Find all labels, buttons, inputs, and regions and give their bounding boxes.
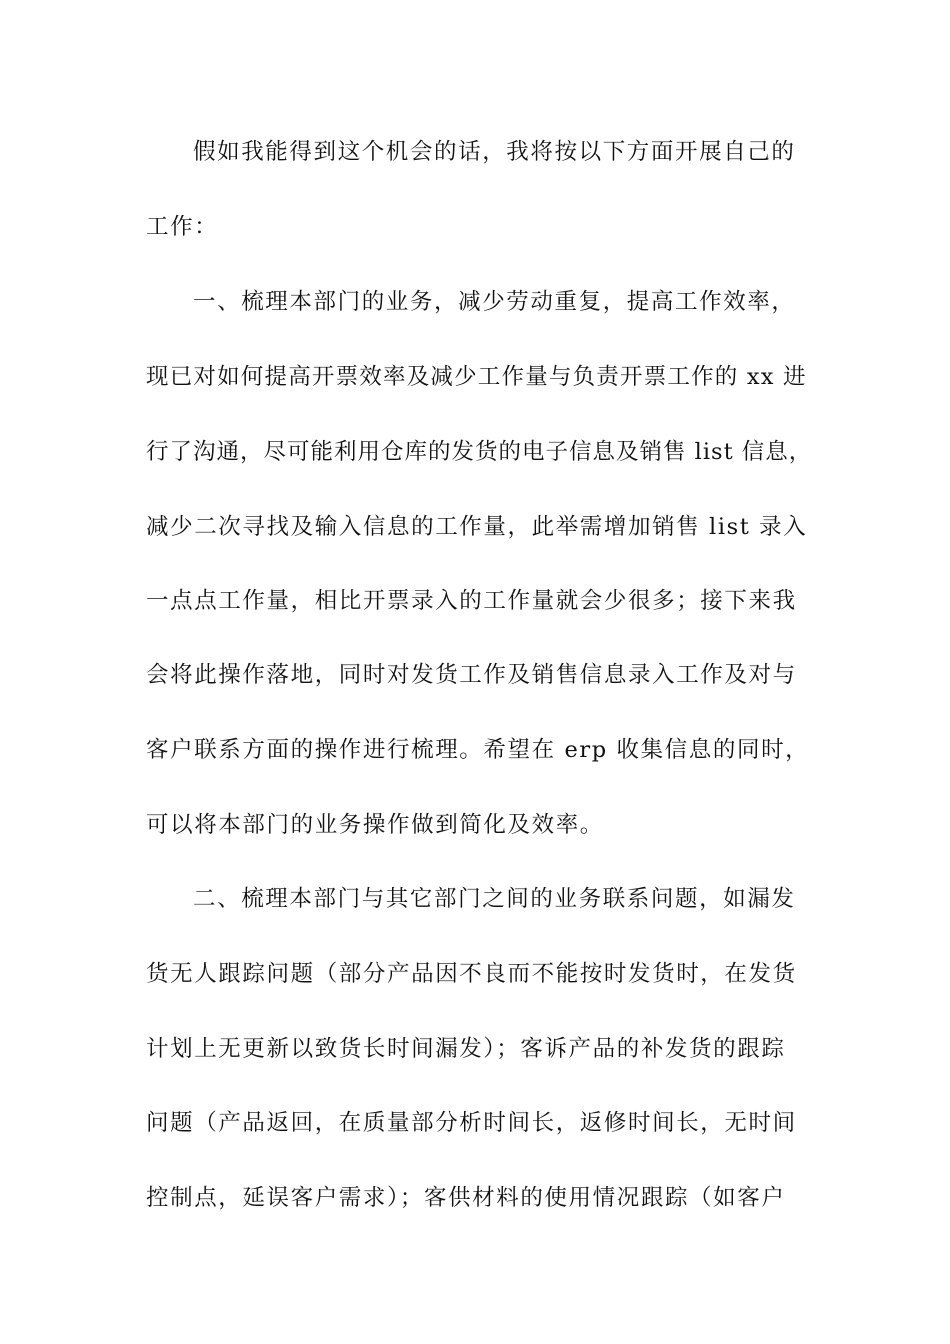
paragraph-2-line-6: 会将此操作落地，同时对发货工作及销售信息录入工作及对与 (146, 662, 797, 688)
paragraph-3-line-3: 计划上无更新以致货长时间漏发）；客诉产品的补发货的跟踪 (146, 1036, 786, 1062)
paragraph-3-line-1: 二、梳理本部门与其它部门之间的业务联系问题，如漏发 (193, 886, 796, 912)
paragraph-2-line-8: 可以将本部门的业务操作做到简化及效率。 (146, 812, 604, 838)
paragraph-3-line-2: 货无人跟踪问题（部分产品因不良而不能按时发货时，在发货 (146, 961, 797, 987)
paragraph-3-line-4: 问题（产品返回，在质量部分析时间长，返修时间长，无时间 (146, 1110, 797, 1136)
paragraph-2-line-2: 现已对如何提高开票效率及减少工作量与负责开票工作的 xx 进 (146, 364, 807, 390)
paragraph-2-line-5: 一点点工作量，相比开票录入的工作量就会少很多；接下来我 (146, 588, 797, 614)
paragraph-1-line-1: 假如我能得到这个机会的话，我将按以下方面开展自己的 (193, 139, 796, 165)
paragraph-2-line-3: 行了沟通，尽可能利用仓库的发货的电子信息及销售 list 信息， (146, 439, 813, 465)
paragraph-1-line-2: 工作： (146, 214, 219, 240)
paragraph-2-line-4: 减少二次寻找及输入信息的工作量，此举需增加销售 list 录入 (146, 514, 808, 540)
paragraph-2-line-7: 客户联系方面的操作进行梳理。希望在 erp 收集信息的同时， (146, 737, 810, 763)
paragraph-3-line-5: 控制点，延误客户需求）；客供材料的使用情况跟踪（如客户 (146, 1185, 786, 1211)
paragraph-2-line-1: 一、梳理本部门的业务，减少劳动重复，提高工作效率， (193, 289, 796, 315)
